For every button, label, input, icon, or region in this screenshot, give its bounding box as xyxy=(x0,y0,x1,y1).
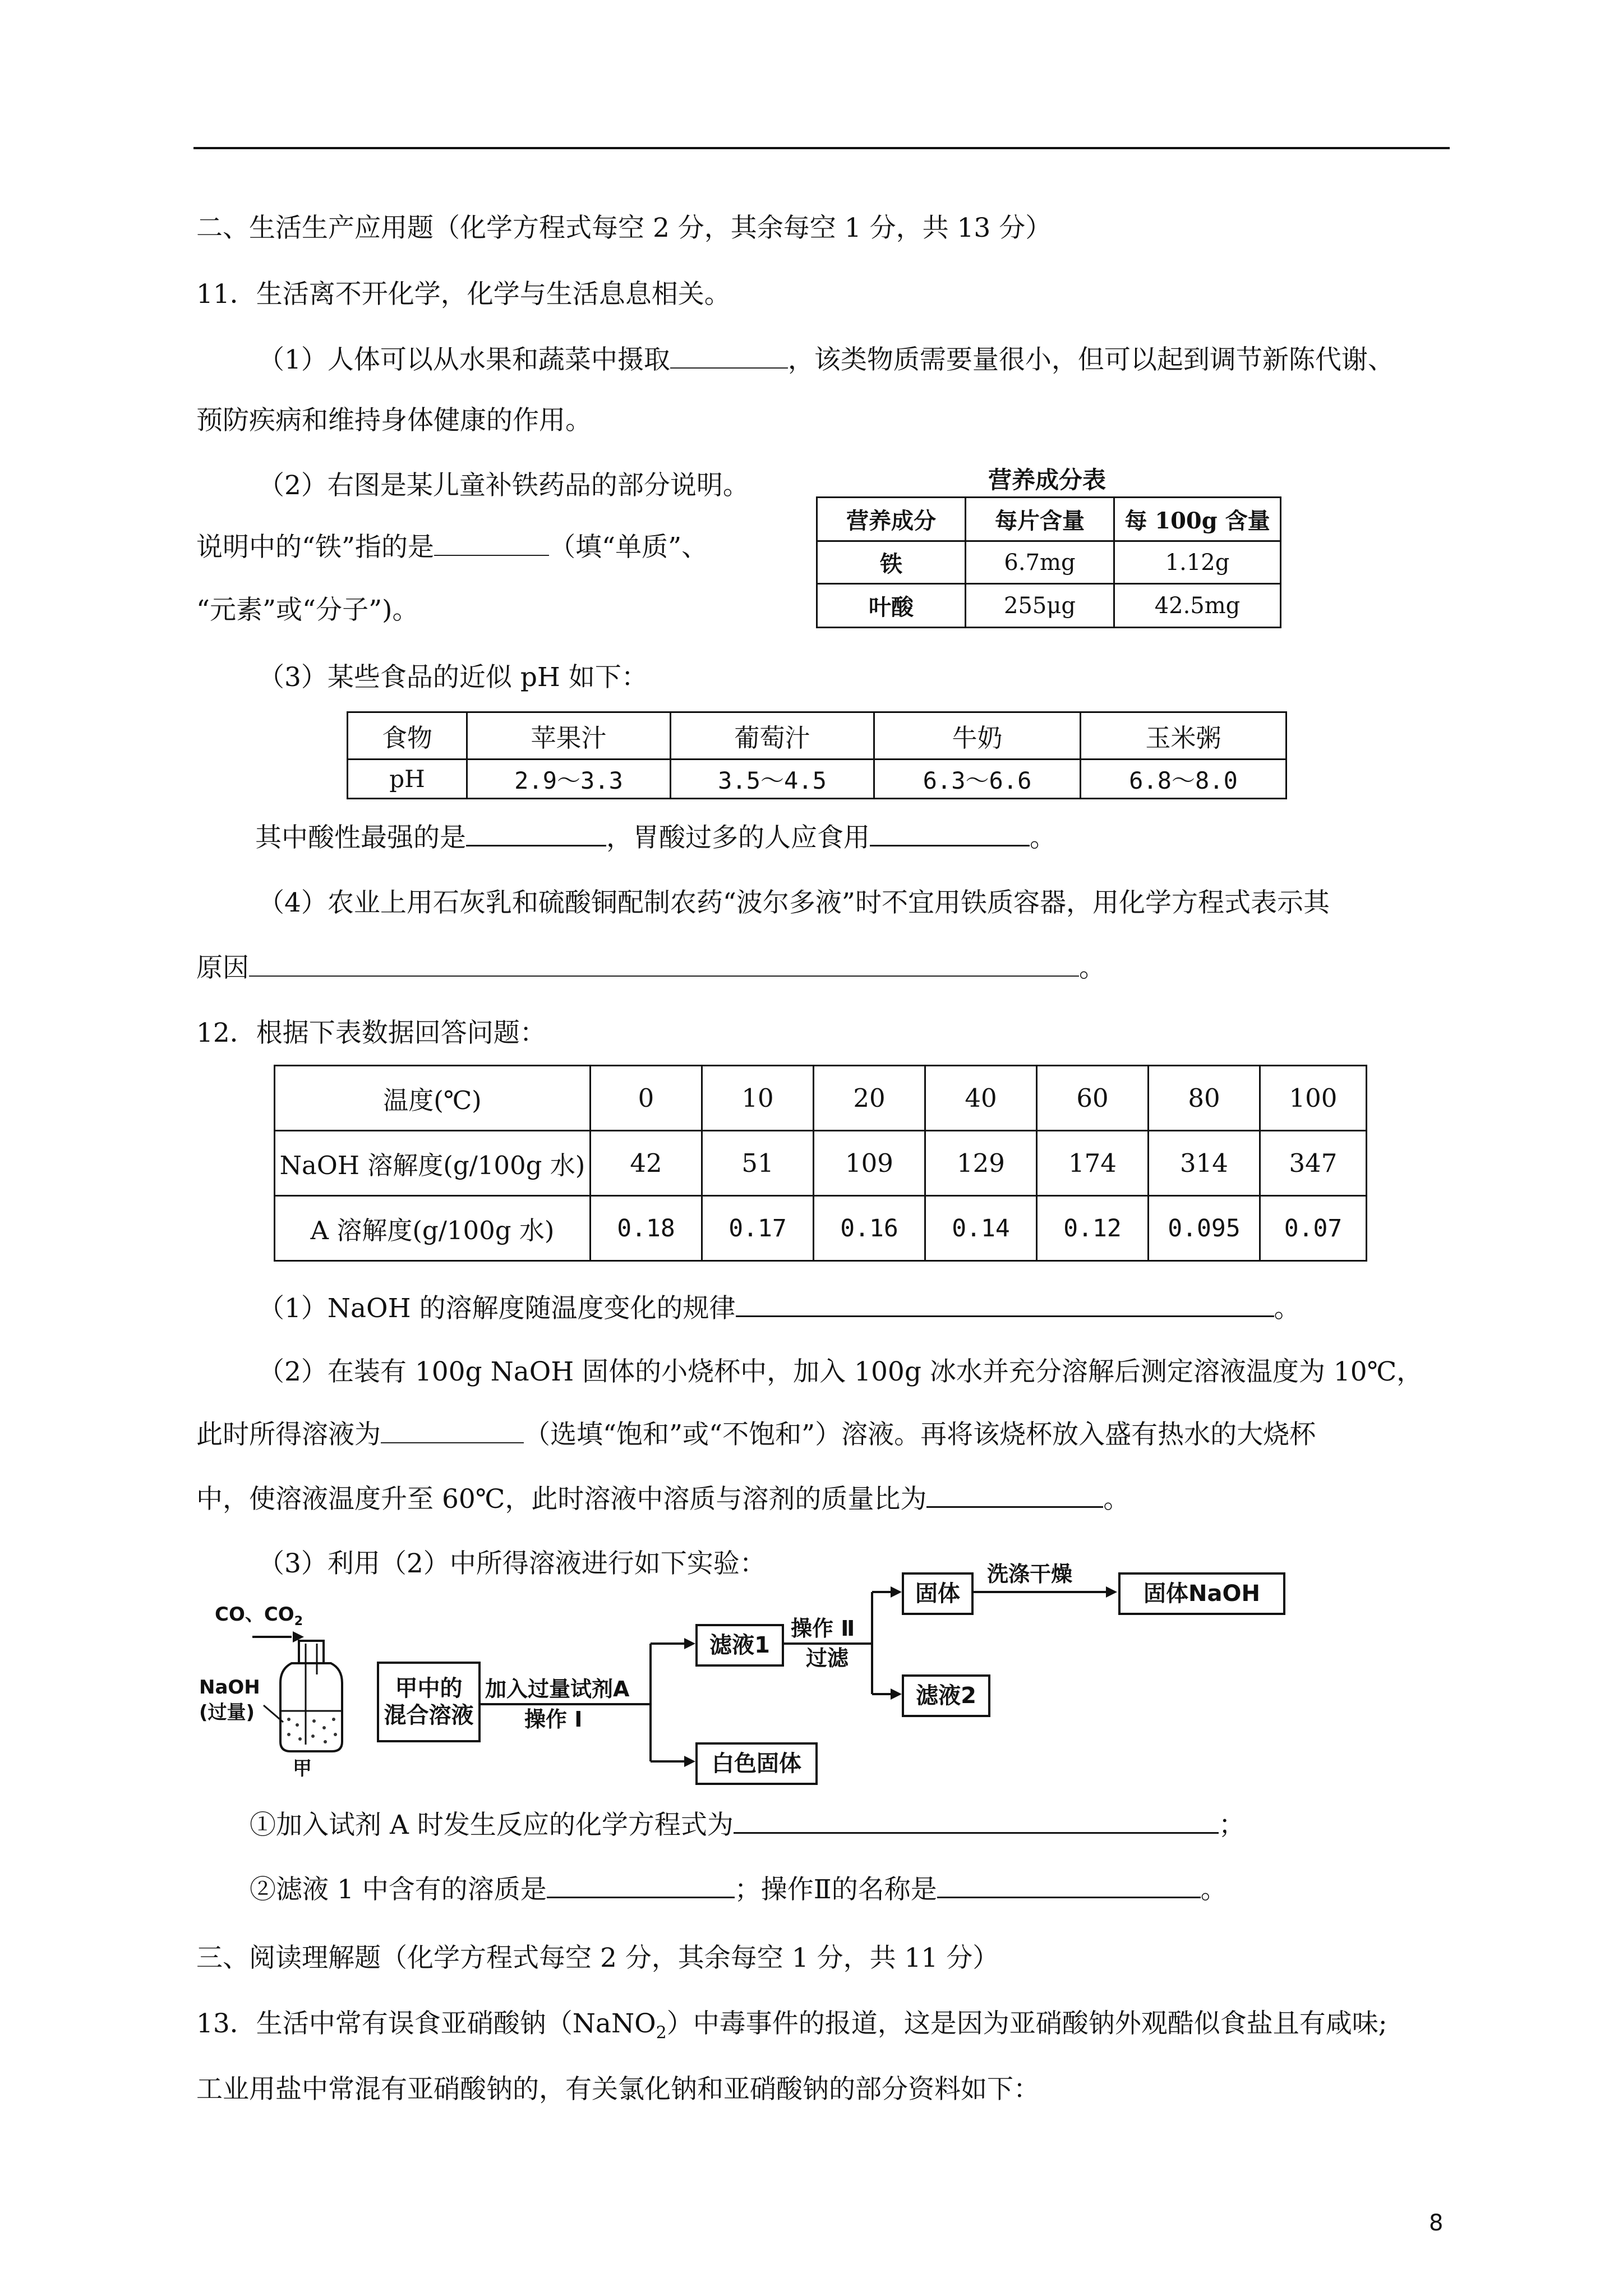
q12-blank-5[interactable] xyxy=(547,1874,735,1898)
q13-text-b: ）中毒事件的报道，这是因为亚硝酸钠外观酷似食盐且有咸味; xyxy=(666,2008,1387,2039)
solubility-cell: 100 xyxy=(1260,1066,1367,1131)
q11-part1-line2: 预防疾病和维持身体健康的作用。 xyxy=(196,405,592,436)
arrowhead-solid-naoh xyxy=(1106,1586,1117,1598)
ph-value-cell: 2.9～3.3 xyxy=(467,760,671,799)
solubility-cell: 0.14 xyxy=(925,1196,1037,1261)
q12-part1-text-b: 。 xyxy=(1274,1293,1301,1324)
solid-box xyxy=(902,1572,974,1615)
page-number: 8 xyxy=(1429,2210,1444,2236)
arrowhead-filtrate2 xyxy=(891,1688,902,1700)
mixed-solution-box xyxy=(377,1662,481,1742)
q12-sub1-text-a: ①加入试剂 A 时发生反应的化学方程式为 xyxy=(250,1810,734,1841)
nutrition-table-title: 营养成分表 xyxy=(988,466,1106,494)
nutrition-header-cell: 每片含量 xyxy=(966,498,1114,541)
op1-bottom-label: 操作 Ⅰ xyxy=(524,1707,583,1732)
nutrition-cell: 铁 xyxy=(817,541,966,584)
solubility-cell: 20 xyxy=(814,1066,925,1131)
q12-stem: 12．根据下表数据回答问题： xyxy=(196,1018,546,1048)
nutrition-cell: 255μg xyxy=(966,584,1114,628)
q12-part2-text-d: 中，使溶液温度升至 60℃，此时溶液中溶质与溶剂的质量比为 xyxy=(196,1484,927,1515)
filtrate1-box xyxy=(695,1624,784,1667)
q12-sub2-text-c: 。 xyxy=(1200,1874,1227,1905)
solubility-row-header: A 溶解度(g/100g 水) xyxy=(275,1196,591,1261)
solid-label: 固体 xyxy=(915,1581,960,1607)
arrowhead-solid xyxy=(891,1586,902,1598)
wash-dry-label: 洗涤干燥 xyxy=(987,1562,1073,1586)
solubility-cell: 174 xyxy=(1037,1131,1149,1196)
q13-line2: 工业用盐中常混有亚硝酸钠的，有关氯化钠和亚硝酸钠的部分资料如下： xyxy=(196,2074,1040,2105)
gas-label-subscript: 2 xyxy=(294,1614,303,1628)
op1-top-label: 加入过量试剂A xyxy=(485,1677,630,1701)
q11-part2-line3: “元素”或“分子”)。 xyxy=(196,595,419,625)
excess-label: (过量) xyxy=(199,1701,255,1724)
ph-header-cell: 牛奶 xyxy=(874,712,1081,760)
q12-part1-text-a: （1）NaOH 的溶解度随温度变化的规律 xyxy=(258,1293,736,1324)
q12-sub1 xyxy=(250,1809,1245,1842)
q12-part2-text-c: （选填“饱和”或“不饱和”）溶液。再将该烧杯放入盛有热水的大烧杯 xyxy=(524,1419,1316,1450)
solubility-cell: 60 xyxy=(1037,1066,1149,1131)
arrowhead-white-solid xyxy=(684,1756,695,1767)
q11-part2-line1: （2）右图是某儿童补铁药品的部分说明。 xyxy=(258,470,749,501)
solubility-cell: 0.095 xyxy=(1149,1196,1260,1261)
ph-row-label: pH xyxy=(348,760,467,799)
op2-top-label: 操作 Ⅱ xyxy=(791,1616,855,1641)
q11-part3-text-b: ，胃酸过多的人应食用 xyxy=(606,822,870,853)
solid-naoh-label: 固体NaOH xyxy=(1144,1581,1260,1607)
q12-part3-intro: （3）利用（2）中所得溶液进行如下实验： xyxy=(258,1548,766,1579)
gas-label xyxy=(215,1602,303,1635)
ph-value-cell: 6.3～6.6 xyxy=(874,760,1081,799)
nutrition-header-cell: 每 100g 含量 xyxy=(1114,498,1281,541)
q11-part2-text-c: （填“单质”、 xyxy=(549,532,708,563)
q11-part1-text-b: ，该类物质需要量很小，但可以起到调节新陈代谢、 xyxy=(787,344,1394,375)
arrowhead-filtrate1 xyxy=(684,1638,695,1649)
solubility-cell: 0.07 xyxy=(1260,1196,1367,1261)
solubility-cell: 10 xyxy=(702,1066,814,1131)
solubility-cell: 51 xyxy=(702,1131,814,1196)
q13-text-a: 13．生活中常有误食亚硝酸钠（NaNO xyxy=(196,2008,656,2039)
solubility-cell: 80 xyxy=(1149,1066,1260,1131)
q11-part2-text-b: 说明中的“铁”指的是 xyxy=(196,532,435,563)
q12-sub2 xyxy=(250,1873,1227,1907)
q12-part2-text-b: 此时所得溶液为 xyxy=(196,1419,381,1450)
q12-part2-text-e: 。 xyxy=(1103,1484,1130,1515)
filtrate2-label: 滤液2 xyxy=(916,1683,976,1709)
q12-sub1-text-b: ； xyxy=(1218,1810,1245,1841)
filtrate1-label: 滤液1 xyxy=(709,1632,770,1658)
q11-part3-text-a: 其中酸性最强的是 xyxy=(255,822,466,853)
mixed-solution-label: 甲中的 混合溶液 xyxy=(384,1676,474,1728)
solubility-cell: 347 xyxy=(1260,1131,1367,1196)
solubility-cell: 314 xyxy=(1149,1131,1260,1196)
solubility-cell: 0.12 xyxy=(1037,1196,1149,1261)
solubility-cell: 0.18 xyxy=(591,1196,702,1261)
q13-line1 xyxy=(196,2007,1387,2050)
ph-header-cell: 苹果汁 xyxy=(467,712,671,760)
nutrition-cell: 6.7mg xyxy=(966,541,1114,584)
ph-header-cell: 玉米粥 xyxy=(1081,712,1287,760)
ph-value-cell: 3.5～4.5 xyxy=(671,760,874,799)
q12-blank-4[interactable] xyxy=(734,1810,1219,1834)
bottle-neck xyxy=(299,1641,324,1663)
solubility-cell: 0 xyxy=(591,1066,702,1131)
bottle-liquid-dots xyxy=(287,1718,337,1743)
nutrition-cell: 叶酸 xyxy=(817,584,966,628)
q12-blank-6[interactable] xyxy=(937,1874,1201,1898)
ph-header-cell: 食物 xyxy=(348,712,467,760)
filtrate2-box xyxy=(902,1674,990,1717)
solubility-cell: 0.17 xyxy=(702,1196,814,1261)
ph-header-cell: 葡萄汁 xyxy=(671,712,874,760)
nutrition-header-cell: 营养成分 xyxy=(817,498,966,541)
q11-stem: 11．生活离不开化学，化学与生活息息相关。 xyxy=(196,279,731,310)
gas-label-text: CO、CO xyxy=(215,1603,294,1626)
section-3-title: 三、阅读理解题（化学方程式每空 2 分，其余每空 1 分，共 11 分） xyxy=(196,1943,999,1973)
section-2-title: 二、生活生产应用题（化学方程式每空 2 分，其余每空 1 分，共 13 分） xyxy=(196,213,1052,243)
q11-part1-text-a: （1）人体可以从水果和蔬菜中摄取 xyxy=(258,344,670,375)
white-solid-box xyxy=(695,1742,818,1785)
q12-part2-line1: （2）在装有 100g NaOH 固体的小烧杯中，加入 100g 冰水并充分溶解后测定溶液温度为 10℃， xyxy=(258,1356,1423,1387)
solubility-cell: 40 xyxy=(925,1066,1037,1131)
solubility-row-header: 温度(℃) xyxy=(275,1066,591,1131)
op2-bottom-label: 过滤 xyxy=(806,1646,849,1671)
solubility-cell: 129 xyxy=(925,1131,1037,1196)
q11-part3-intro: （3）某些食品的近似 pH 如下： xyxy=(258,662,648,693)
bottle-jia-label: 甲 xyxy=(293,1757,312,1780)
solubility-row-header: NaOH 溶解度(g/100g 水) xyxy=(275,1131,591,1196)
white-solid-label: 白色固体 xyxy=(712,1751,801,1777)
nutrition-cell: 42.5mg xyxy=(1114,584,1281,628)
naoh-label: NaOH xyxy=(199,1676,260,1699)
bottle-body xyxy=(280,1663,342,1751)
solubility-cell: 109 xyxy=(814,1131,925,1196)
q12-sub2-text-a: ②滤液 1 中含有的溶质是 xyxy=(250,1874,547,1905)
q11-part4-text-c: 。 xyxy=(1079,953,1105,983)
solubility-cell: 0.16 xyxy=(814,1196,925,1261)
q11-part3-text-c: 。 xyxy=(1030,822,1056,853)
q12-sub2-text-b: ；操作Ⅱ的名称是 xyxy=(734,1874,937,1905)
ph-value-cell: 6.8～8.0 xyxy=(1081,760,1287,799)
q11-part4-line1: （4）农业上用石灰乳和硫酸铜配制农药“波尔多液”时不宜用铁质容器，用化学方程式表示其 xyxy=(258,887,1330,918)
solubility-cell: 42 xyxy=(591,1131,702,1196)
solid-naoh-box xyxy=(1118,1572,1285,1615)
nutrition-cell: 1.12g xyxy=(1114,541,1281,584)
q11-part4-text-b: 原因 xyxy=(196,953,249,983)
q13-subscript: 2 xyxy=(656,2023,667,2043)
